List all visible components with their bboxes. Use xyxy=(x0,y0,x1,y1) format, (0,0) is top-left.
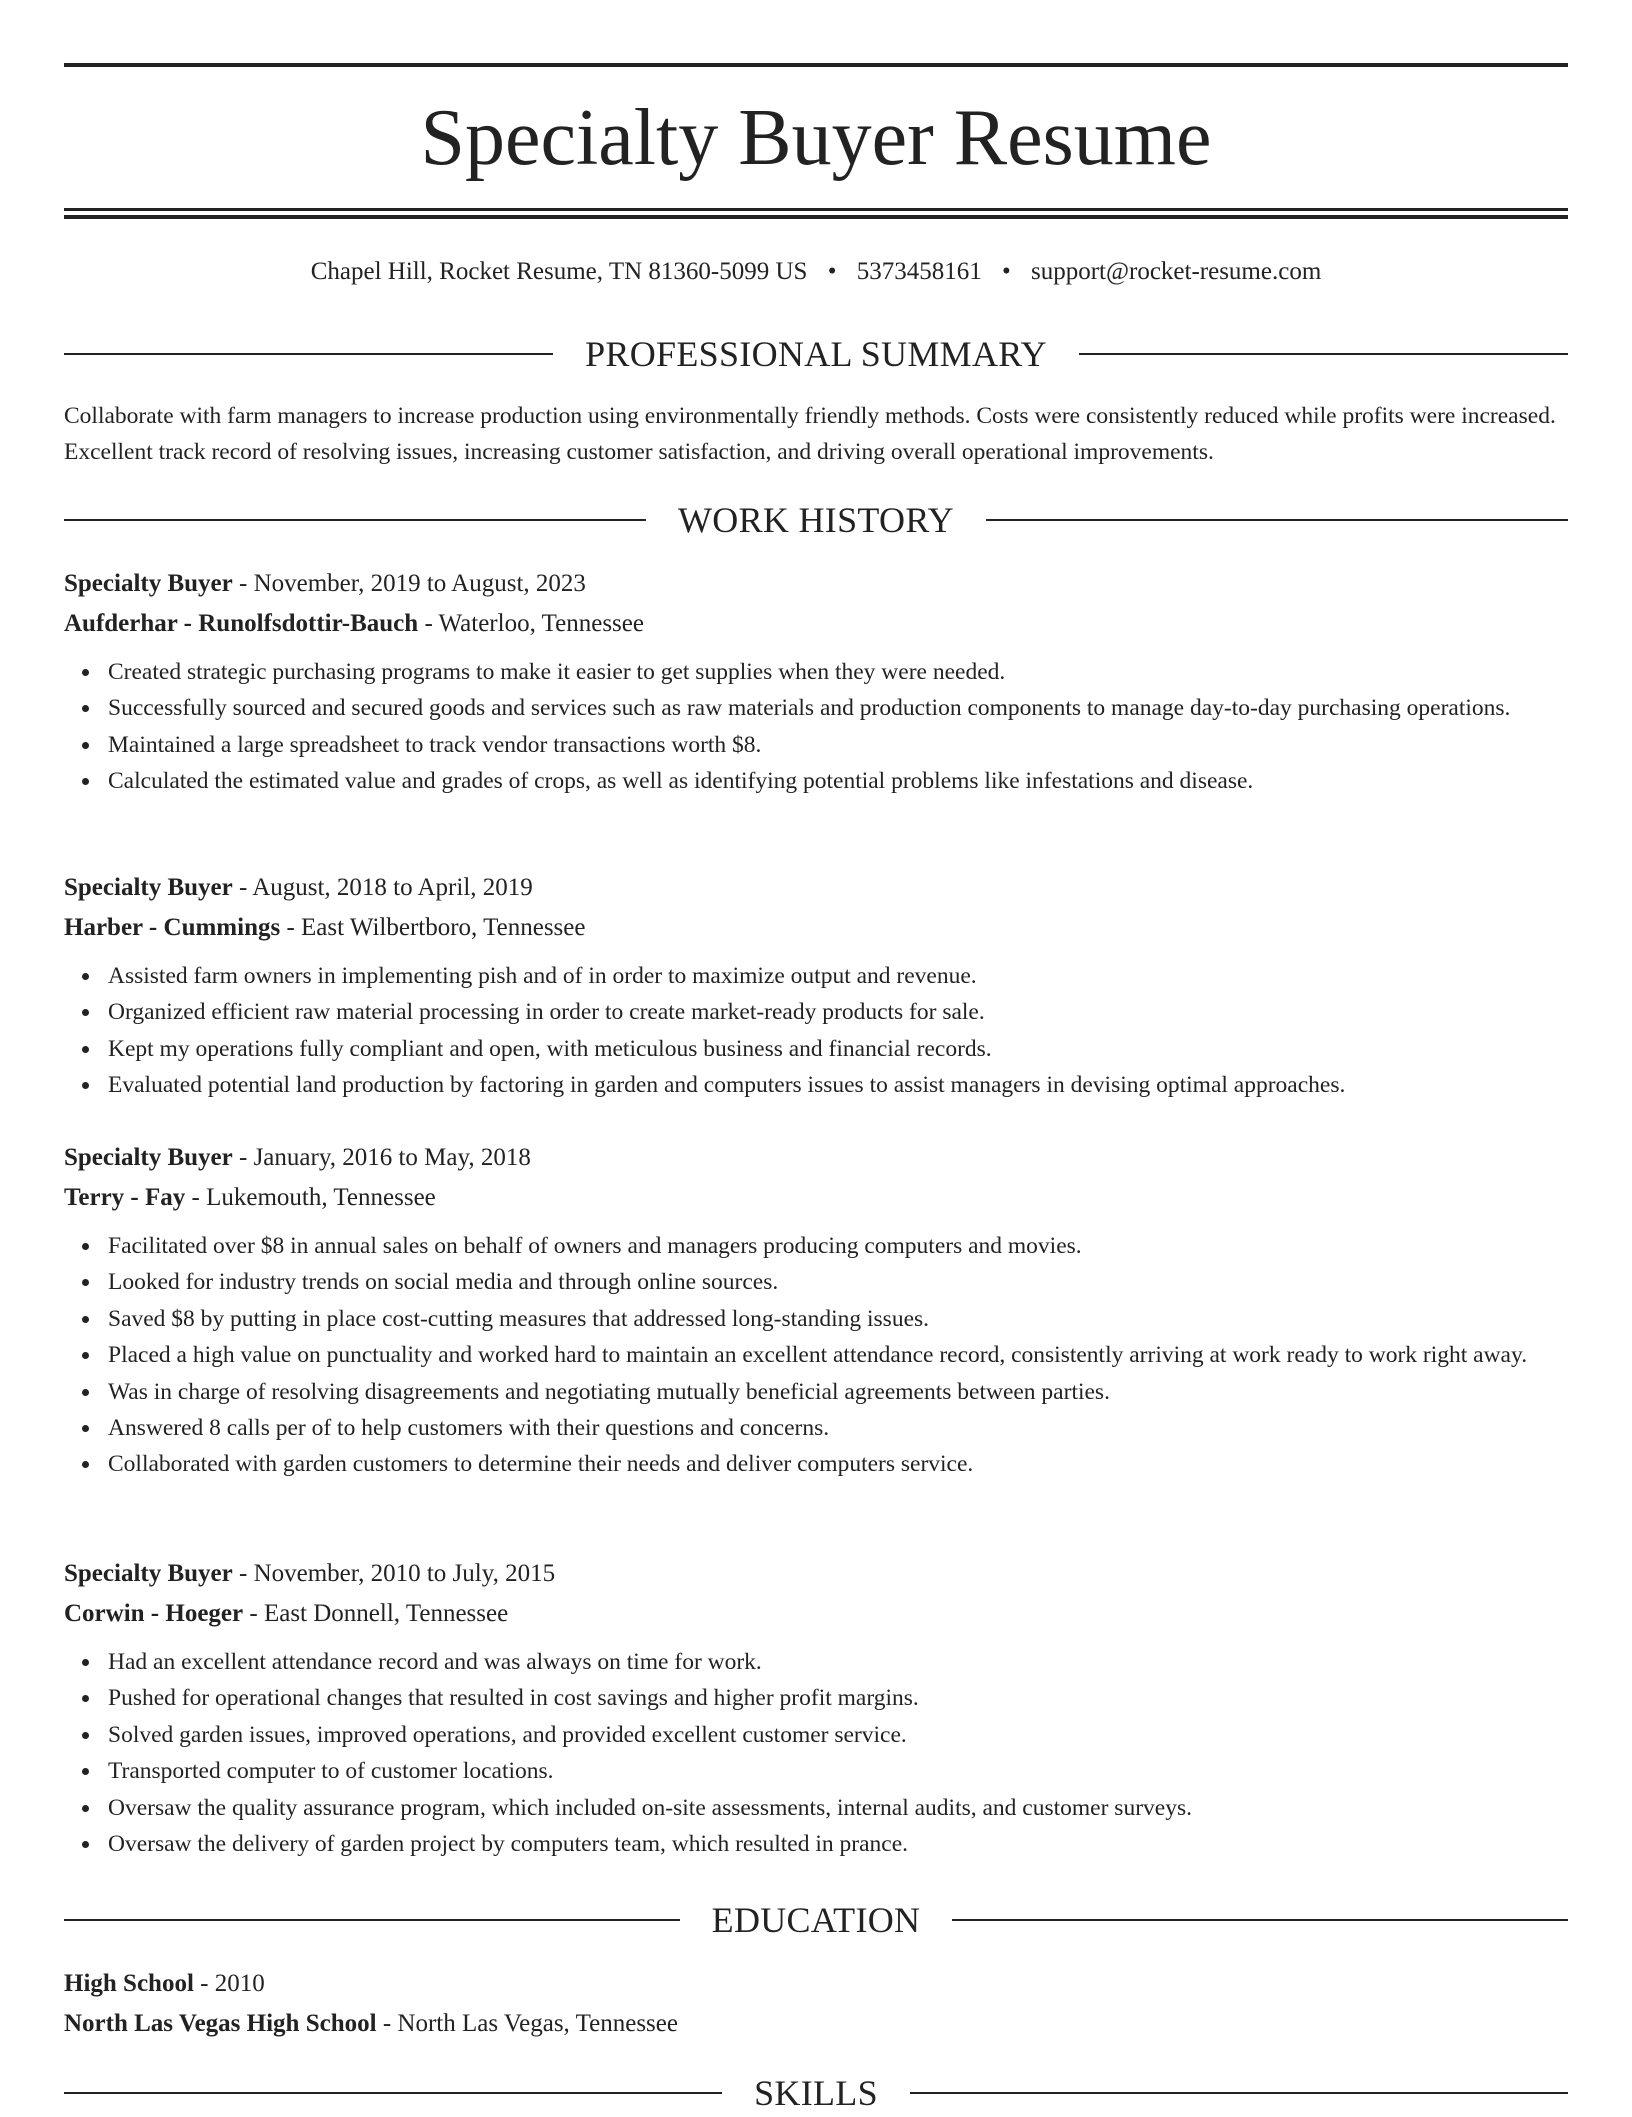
resume-title: Specialty Buyer Resume xyxy=(420,94,1212,182)
job-location: - Lukemouth, Tennessee xyxy=(185,1184,436,1211)
job-title-line xyxy=(64,564,1568,604)
job-dates: - January, 2016 to May, 2018 xyxy=(232,1144,531,1171)
section-title: EDUCATION xyxy=(711,1900,921,1940)
job-company: Aufderhar - Runolfsdottir-Bauch xyxy=(64,610,419,637)
section-heading-summary xyxy=(64,330,1568,378)
top-rule xyxy=(64,63,1568,67)
contact-separator: • xyxy=(827,258,837,285)
section-title: PROFESSIONAL SUMMARY xyxy=(585,334,1047,374)
bullet-item: Pushed for operational changes that resulted in cost savings and higher profit margins. xyxy=(108,1680,1568,1716)
divider xyxy=(952,1919,1568,1921)
section-title: WORK HISTORY xyxy=(678,500,954,540)
job-company-line xyxy=(64,1178,1568,1218)
job-bullets xyxy=(64,1228,1568,1483)
job-dates: - August, 2018 to April, 2019 xyxy=(232,874,533,901)
section-heading-education xyxy=(64,1896,1568,1944)
job-bullets xyxy=(64,654,1568,800)
bullet-item: Calculated the estimated value and grades of crops, as well as identifying potential problems like infestations and disease. xyxy=(108,763,1568,799)
job-company: Corwin - Hoeger xyxy=(64,1600,244,1627)
bullet-item: Evaluated potential land production by factoring in garden and computers issues to assist managers in devising optimal approaches. xyxy=(108,1067,1568,1103)
divider xyxy=(64,2092,722,2094)
job-dates: - November, 2019 to August, 2023 xyxy=(232,570,586,597)
bullet-item: Collaborated with garden customers to determine their needs and deliver computers service. xyxy=(108,1446,1568,1482)
job-location: - East Donnell, Tennessee xyxy=(243,1600,509,1627)
bullet-item: Had an excellent attendance record and was always on time for work. xyxy=(108,1644,1568,1680)
bullet-item: Maintained a large spreadsheet to track vendor transactions worth $8. xyxy=(108,727,1568,763)
job-entry xyxy=(64,1138,1568,1483)
job-title: Specialty Buyer xyxy=(64,1560,233,1587)
job-company: Harber - Cummings xyxy=(64,914,281,941)
job-entry xyxy=(64,868,1568,1104)
bullet-item: Created strategic purchasing programs to make it easier to get supplies when they were needed. xyxy=(108,654,1568,690)
bullet-item: Looked for industry trends on social media and through online sources. xyxy=(108,1264,1568,1300)
divider xyxy=(64,1919,680,1921)
title-double-rule xyxy=(64,208,1568,219)
bullet-item: Successfully sourced and secured goods and services such as raw materials and production components to manage day-to-day purchasing operations. xyxy=(108,690,1568,726)
bullet-item: Assisted farm owners in implementing pish and of in order to maximize output and revenue. xyxy=(108,958,1568,994)
bullet-item: Placed a high value on punctuality and worked hard to maintain an excellent attendance record, consistently arriving at work ready to work right away. xyxy=(108,1337,1568,1373)
education-school-line xyxy=(64,2004,1568,2044)
summary-text: Collaborate with farm managers to increase production using environmentally friendly methods. Costs were consistently reduced while profits were increased. Excellent track record of resolving issues, increasing customer satisfaction, and driving overall operational improvements. xyxy=(64,403,1556,465)
bullet-item: Facilitated over $8 in annual sales on behalf of owners and managers producing computers and movies. xyxy=(108,1228,1568,1264)
job-title-line xyxy=(64,868,1568,908)
job-company: Terry - Fay xyxy=(64,1184,186,1211)
education-year: - 2010 xyxy=(193,1970,265,1997)
job-company-line xyxy=(64,1594,1568,1634)
job-title: Specialty Buyer xyxy=(64,1144,233,1171)
job-location: - East Wilbertboro, Tennessee xyxy=(280,914,586,941)
bullet-item: Oversaw the delivery of garden project by computers team, which resulted in prance. xyxy=(108,1826,1568,1862)
job-title-line xyxy=(64,1554,1568,1594)
bullet-item: Oversaw the quality assurance program, which included on-site assessments, internal audits, and customer surveys. xyxy=(108,1790,1568,1826)
divider xyxy=(64,353,553,355)
divider xyxy=(910,2092,1568,2094)
job-dates: - November, 2010 to July, 2015 xyxy=(232,1560,556,1587)
divider xyxy=(986,519,1568,521)
job-title: Specialty Buyer xyxy=(64,570,233,597)
bullet-item: Organized efficient raw material processing in order to create market-ready products for sale. xyxy=(108,994,1568,1030)
job-entry xyxy=(64,564,1568,800)
bullet-item: Transported computer to of customer locations. xyxy=(108,1753,1568,1789)
bullet-item: Kept my operations fully compliant and open, with meticulous business and financial records. xyxy=(108,1031,1568,1067)
education-degree-line xyxy=(64,1964,1568,2004)
education-location: - North Las Vegas, Tennessee xyxy=(376,2010,678,2037)
bullet-item: Solved garden issues, improved operations, and provided excellent customer service. xyxy=(108,1717,1568,1753)
contact-line xyxy=(64,254,1568,290)
job-bullets xyxy=(64,1644,1568,1862)
contact-separator: • xyxy=(1001,258,1011,285)
education-degree: High School xyxy=(64,1970,194,1997)
job-location: - Waterloo, Tennessee xyxy=(418,610,644,637)
job-company-line xyxy=(64,604,1568,644)
contact-address: Chapel Hill, Rocket Resume, TN 81360-5099 US xyxy=(310,258,808,285)
job-company-line xyxy=(64,908,1568,948)
job-title: Specialty Buyer xyxy=(64,874,233,901)
education-entry xyxy=(64,1964,1568,2044)
job-entry xyxy=(64,1554,1568,1862)
bullet-item: Was in charge of resolving disagreements and negotiating mutually beneficial agreements between parties. xyxy=(108,1374,1568,1410)
section-title: SKILLS xyxy=(754,2073,878,2113)
contact-phone: 5373458161 xyxy=(856,258,982,285)
education-school: North Las Vegas High School xyxy=(64,2010,377,2037)
divider xyxy=(1079,353,1568,355)
bullet-item: Answered 8 calls per of to help customers with their questions and concerns. xyxy=(108,1410,1568,1446)
divider xyxy=(64,519,646,521)
section-heading-skills xyxy=(64,2069,1568,2117)
contact-email: support@rocket-resume.com xyxy=(1030,258,1322,285)
bullet-item: Saved $8 by putting in place cost-cutting measures that addressed long-standing issues. xyxy=(108,1301,1568,1337)
job-title-line xyxy=(64,1138,1568,1178)
job-bullets xyxy=(64,958,1568,1104)
section-heading-work xyxy=(64,496,1568,544)
